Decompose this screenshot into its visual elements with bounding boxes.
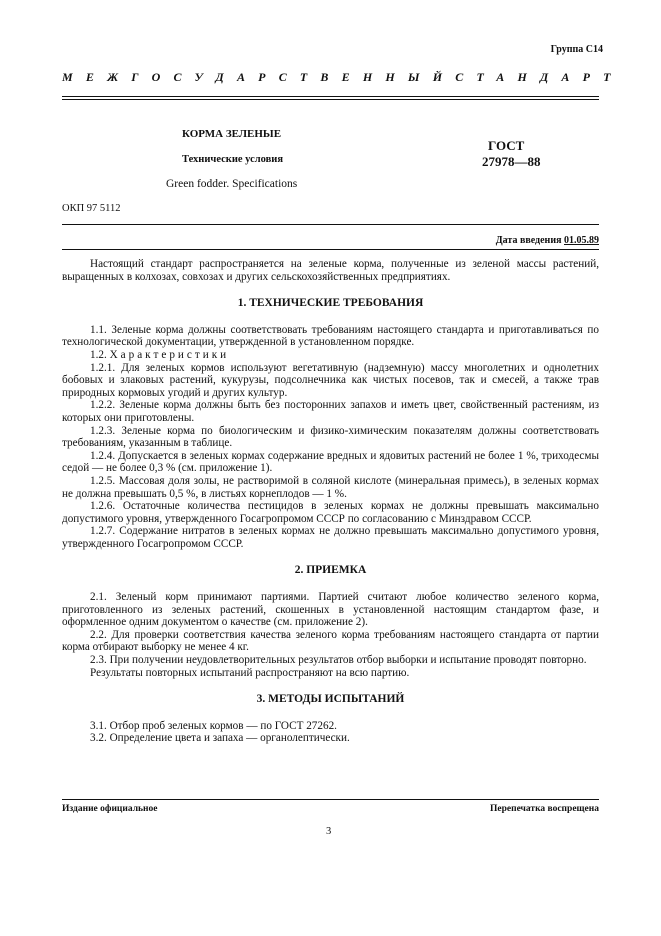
- paragraph-1-2-3: 1.2.3. Зеленые корма по биологическим и физико-химическим показателям должны соответствовать требованиям, указанным в таблице.: [62, 424, 599, 450]
- paragraph-3-2: 3.2. Определение цвета и запаха — органолептически.: [90, 732, 350, 745]
- gost-designation: [482, 138, 541, 170]
- title-block-rule: [62, 224, 599, 225]
- section-2-heading: 2. ПРИЕМКА: [294, 564, 367, 577]
- official-edition: Издание официальное: [62, 804, 158, 814]
- paragraph-1-2-6: 1.2.6. Остаточные количества пестицидов в зеленых кормах не должны превышать максимально допустимого уровня, утвержденного Госагропромом СССР по согласованию с Минздравом СССР.: [62, 500, 599, 525]
- document-body: [62, 258, 599, 745]
- footer-rule: [62, 799, 599, 800]
- document-subtitle: Технические условия: [182, 154, 284, 165]
- banner-word-1: МЕЖГОСУДАРСТВЕННЫЙ: [62, 70, 456, 84]
- paragraph-1-2-number: 1.2.: [90, 348, 107, 361]
- group-code: Группа С14: [550, 44, 603, 55]
- document-title: КОРМА ЗЕЛЕНЫЕ: [182, 128, 282, 140]
- paragraph-1-2-7: 1.2.7. Содержание нитратов в зеленых кормах не должно превышать максимально допустимого уровня, утвержденного Госагропромом СССР.: [62, 525, 599, 550]
- english-title: Green fodder. Specifications: [166, 178, 298, 190]
- banner-word-2: СТАНДАРТ: [455, 70, 624, 84]
- paragraph-1-2-4: 1.2.4. Допускается в зеленых кормах содержание вредных и ядовитых растений не более 1 %, триходесмы седой — не более 0,3 % (см. приложение 1).: [62, 449, 599, 475]
- paragraph-2-3-results: Результаты повторных испытаний распространяют на всю партию.: [90, 666, 410, 679]
- paragraph-1-2-word: Характеристики: [109, 348, 230, 361]
- paragraph-2-3: 2.3. При получении неудовлетворительных результатов отбор выборки и испытание проводят повторно.: [90, 654, 587, 667]
- paragraph-3-1: 3.1. Отбор проб зеленых кормов — по ГОСТ 27262.: [90, 719, 337, 732]
- date-value: 01.05.89: [564, 235, 599, 246]
- introduction-date: [496, 235, 599, 246]
- okp-code: ОКП 97 5112: [62, 203, 121, 214]
- paragraph-1-1: 1.1. Зеленые корма должны соответствовать требованиям настоящего стандарта и приготавливаться по технологической документации, утвержденной в установленном порядке.: [62, 323, 599, 349]
- header-rule-1: [62, 96, 599, 97]
- header-rule-2: [62, 99, 599, 100]
- standard-banner: [62, 70, 624, 85]
- paragraph-1-2-2: 1.2.2. Зеленые корма должны быть без посторонних запахов и иметь цвет, свойственный растениям, из которых они приготовлены.: [62, 399, 599, 424]
- reprint-prohibited: Перепечатка воспрещена: [489, 804, 599, 814]
- gost-label: ГОСТ: [488, 138, 525, 153]
- section-3-heading: 3. МЕТОДЫ ИСПЫТАНИЙ: [256, 693, 405, 706]
- paragraph-2-2: 2.2. Для проверки соответствия качества зеленого корма требованиям настоящего стандарта от партии корма отбирают выборку не менее 4 кг.: [62, 628, 599, 654]
- date-rule: [62, 249, 599, 250]
- intro-paragraph: Настоящий стандарт распространяется на зеленые корма, полученные из зеленой массы растений, выращенных в колхозах, совхозах и других сельскохозяйственных предприятиях.: [62, 258, 599, 283]
- paragraph-1-2: [62, 349, 599, 362]
- date-label: Дата введения: [495, 235, 562, 246]
- section-1-heading: 1. ТЕХНИЧЕСКИЕ ТРЕБОВАНИЯ: [237, 297, 424, 310]
- paragraph-2-1: 2.1. Зеленый корм принимают партиями. Партией считают любое количество зеленого корма, приготовленного из зеленых растений, скошенных в установленной настоящим стандартом фазе, и оформленное одним документом о качестве (см. приложение 2).: [62, 591, 599, 629]
- page-number: 3: [326, 826, 332, 837]
- paragraph-1-2-1: 1.2.1. Для зеленых кормов используют вегетативную (надземную) массу многолетних и однолетних бобовых и злаковых растений, кукурузы, подсолнечника как чистых посевов, так и смесей, а также трав природных кормовых угодий и других культур.: [62, 361, 599, 399]
- paragraph-1-2-5: 1.2.5. Массовая доля золы, не растворимой в соляной кислоте (минеральная примесь), в зеленых кормах не должна превышать 0,5 %, в листьях корнеплодов — 1 %.: [62, 474, 599, 500]
- gost-number: 27978—88: [482, 154, 541, 169]
